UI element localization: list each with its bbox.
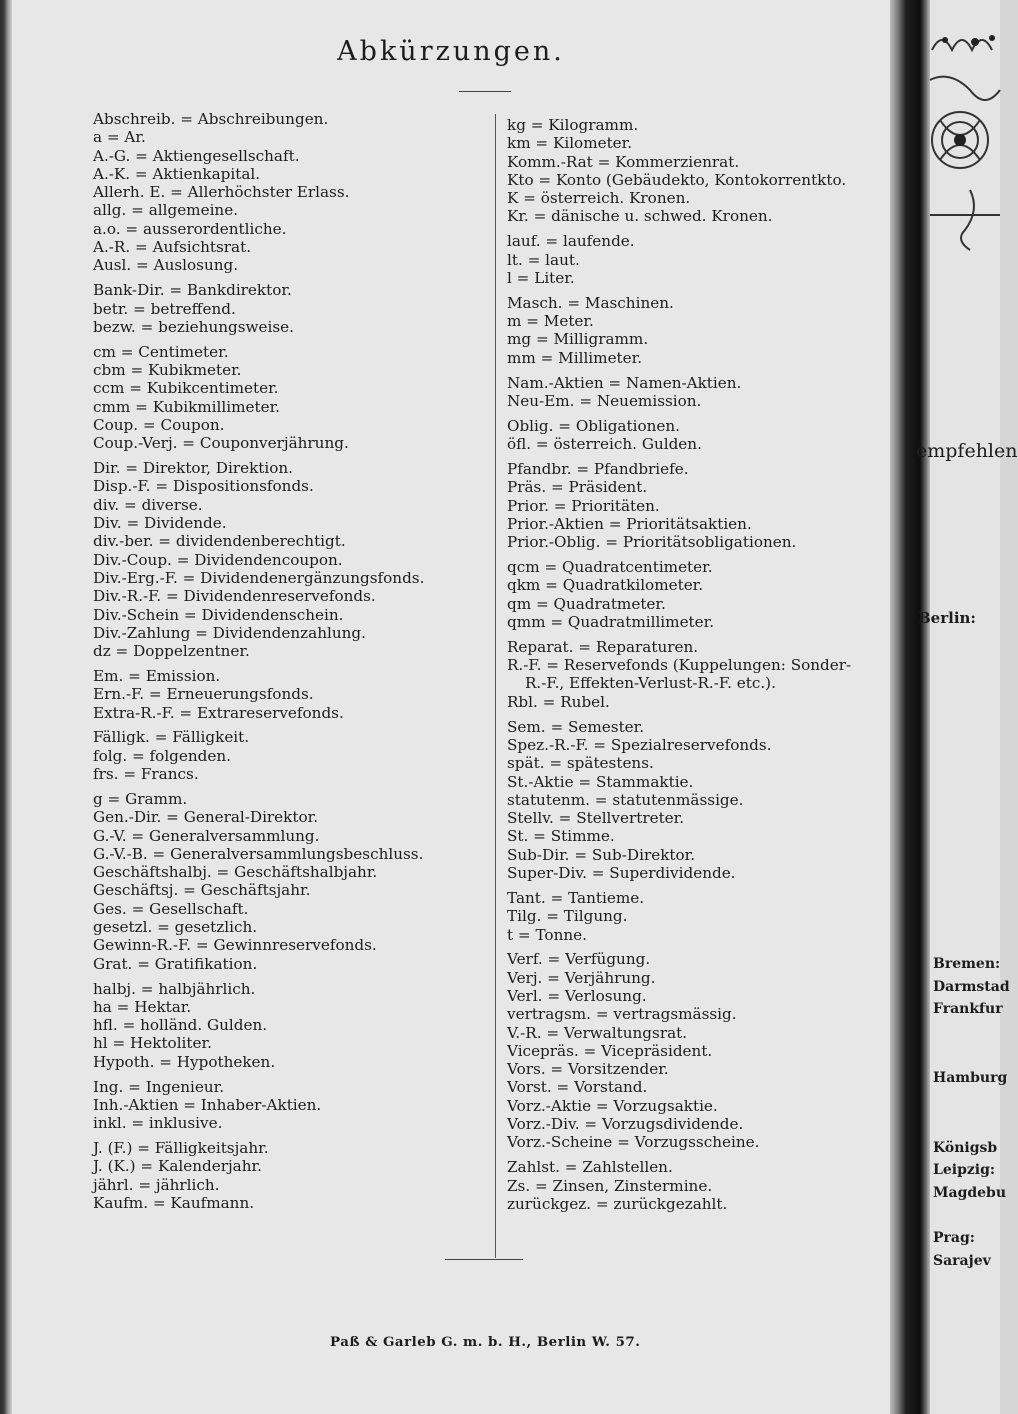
abbreviation-entry: mm = Millimeter. xyxy=(507,348,643,367)
abbreviation-entry: A.-R. = Aufsichtsrat. xyxy=(93,238,252,257)
abbreviation-entry: qmm = Quadratmillimeter. xyxy=(507,612,715,631)
side-text-line: Sarajev xyxy=(933,1253,991,1269)
abbreviation-entry: Div.-Schein = Dividendenschein. xyxy=(93,605,344,624)
abbreviation-entry: Geschäftshalbj. = Geschäftshalbjahr. xyxy=(93,863,378,882)
abbreviation-entry: qkm = Quadratkilometer. xyxy=(507,576,704,595)
abbreviation-entry: Kto = Konto (Gebäudekto, Kontokorrentkto. xyxy=(507,170,847,189)
abbreviation-entry: m = Meter. xyxy=(507,312,594,331)
abbreviation-entry: Masch. = Maschinen. xyxy=(507,293,674,312)
ornament-decoration-icon xyxy=(930,20,1000,260)
abbreviation-entry: Komm.-Rat = Kommerzienrat. xyxy=(507,152,740,171)
abbreviation-entry: Div.-Coup. = Dividendencoupon. xyxy=(93,550,343,569)
abbreviation-entry: lt. = laut. xyxy=(507,250,580,269)
abbreviation-entry: Prior.-Oblig. = Prioritätsobligationen. xyxy=(507,533,797,552)
abbreviation-entry: Verj. = Verjährung. xyxy=(507,968,656,987)
abbreviation-group xyxy=(93,790,424,973)
abbreviation-entry: Vorz.-Aktie = Vorzugsaktie. xyxy=(507,1096,718,1115)
abbreviation-entry: a = Ar. xyxy=(93,128,146,147)
abbreviation-entry: Sub-Dir. = Sub-Direktor. xyxy=(507,845,696,864)
abbreviation-entry: Verf. = Verfügung. xyxy=(507,950,651,969)
abbreviation-entry: mg = Milligramm. xyxy=(507,330,649,349)
abbreviation-entry: K = österreich. Kronen. xyxy=(507,189,691,208)
abbreviation-entry: Ing. = Ingenieur. xyxy=(93,1077,225,1096)
abbreviation-group xyxy=(507,374,851,411)
abbreviation-entry: frs. = Francs. xyxy=(93,765,199,784)
abbreviation-entry: inkl. = inklusive. xyxy=(93,1114,223,1133)
abbreviation-entry: Vorst. = Vorstand. xyxy=(507,1078,648,1097)
abbreviation-group xyxy=(93,980,424,1071)
abbreviation-entry: Nam.-Aktien = Namen-Aktien. xyxy=(507,373,742,392)
abbreviation-entry: ccm = Kubikcentimeter. xyxy=(93,379,279,398)
abbreviation-entry: St.-Aktie = Stammaktie. xyxy=(507,772,694,791)
abbreviation-entry: Verl. = Verlosung. xyxy=(507,987,647,1005)
abbreviation-entry: öfl. = österreich. Gulden. xyxy=(507,435,702,454)
abbreviation-entry: g = Gramm. xyxy=(93,789,188,808)
abbreviation-group xyxy=(93,1139,424,1212)
abbreviation-entry: Hypoth. = Hypotheken. xyxy=(93,1052,276,1071)
abbreviation-entry: km = Kilometer. xyxy=(507,134,633,153)
abbreviation-entry: Sem. = Semester. xyxy=(507,717,645,736)
side-text-line: Hamburg xyxy=(933,1070,1008,1086)
abbreviation-entry: Zahlst. = Zahlstellen. xyxy=(507,1158,673,1177)
abbreviation-entry: St. = Stimme. xyxy=(507,827,615,846)
abbreviation-entry: Allerh. E. = Allerhöchster Erlass. xyxy=(93,183,350,202)
abbreviation-entry: Coup. = Coupon. xyxy=(93,415,225,434)
abbreviation-entry: Reparat. = Reparaturen. xyxy=(507,637,699,656)
abbreviation-entry: Kr. = dänische u. schwed. Kronen. xyxy=(507,207,773,226)
abbreviation-group xyxy=(93,110,424,275)
side-text-line: Darmstad xyxy=(933,979,1010,995)
abbreviation-group xyxy=(507,638,851,711)
adjacent-page xyxy=(916,0,1018,1414)
page-title: Abkürzungen. xyxy=(337,36,565,67)
abbreviation-entry: Gewinn-R.-F. = Gewinnreservefonds. xyxy=(93,936,377,955)
abbreviation-entry: zurückgez. = zurückgezahlt. xyxy=(507,1194,728,1213)
abbreviation-entry: A.-G. = Aktiengesellschaft. xyxy=(93,146,300,165)
abbreviation-entry: Ausl. = Auslosung. xyxy=(93,256,239,275)
abbreviation-entry: Disp.-F. = Dispositionsfonds. xyxy=(93,477,314,496)
abbreviation-group xyxy=(507,718,851,883)
abbreviation-entry: l = Liter. xyxy=(507,268,575,287)
side-text-line: Frankfur xyxy=(933,1001,1003,1017)
side-text-line: Königsb xyxy=(933,1140,998,1156)
abbreviation-entry: Vors. = Vorsitzender. xyxy=(507,1060,669,1079)
abbreviation-group xyxy=(507,294,851,367)
abbreviation-entry: div. = diverse. xyxy=(93,495,203,514)
abbreviation-entry: Ges. = Gesellschaft. xyxy=(93,899,249,918)
abbreviation-entry: Em. = Emission. xyxy=(93,666,221,685)
abbreviation-column-left xyxy=(93,110,424,1219)
abbreviation-entry: Div.-Erg.-F. = Dividendenergänzungsfonds. xyxy=(93,568,425,587)
abbreviation-group xyxy=(507,558,851,631)
abbreviation-entry: dz = Doppelzentner. xyxy=(93,642,250,661)
abbreviation-group xyxy=(93,1078,424,1133)
abbreviation-entry: Grat. = Gratifikation. xyxy=(93,954,258,973)
abbreviation-entry: folg. = folgenden. xyxy=(93,746,231,765)
abbreviation-entry: A.-K. = Aktienkapital. xyxy=(93,164,261,183)
page-edge-shadow xyxy=(0,0,12,1414)
side-text-line: Bremen: xyxy=(933,956,1001,972)
abbreviation-entry: cm = Centimeter. xyxy=(93,342,229,361)
abbreviation-entry: R.-F., Effekten-Verlust-R.-F. etc.). xyxy=(525,674,776,693)
bottom-divider xyxy=(445,1259,523,1260)
side-text-line: Leipzig: xyxy=(933,1162,996,1178)
abbreviation-entry: Gen.-Dir. = General-Direktor. xyxy=(93,808,319,827)
abbreviation-entry: Pfandbr. = Pfandbriefe. xyxy=(507,460,689,479)
abbreviation-entry: Fälligk. = Fälligkeit. xyxy=(93,728,250,747)
abbreviation-entry: div.-ber. = dividendenberechtigt. xyxy=(93,532,346,551)
abbreviation-entry: Ern.-F. = Erneuerungsfonds. xyxy=(93,685,314,704)
abbreviation-entry: qcm = Quadratcentimeter. xyxy=(507,558,713,577)
abbreviation-entry: Vorz.-Scheine = Vorzugsscheine. xyxy=(507,1133,760,1152)
abbreviation-entry: a.o. = ausserordentliche. xyxy=(93,219,287,238)
abbreviation-group xyxy=(507,950,851,1151)
abbreviation-entry: betr. = betreffend. xyxy=(93,299,236,318)
side-text-line: Prag: xyxy=(933,1230,975,1246)
abbreviation-entry: vertragsm. = vertragsmässig. xyxy=(507,1005,737,1024)
abbreviation-entry: halbj. = halbjährlich. xyxy=(93,979,256,998)
abbreviation-entry: Zs. = Zinsen, Zinstermine. xyxy=(507,1176,713,1195)
title-underline xyxy=(459,91,511,92)
abbreviation-group xyxy=(507,116,851,226)
abbreviation-group xyxy=(93,281,424,336)
abbreviation-entry: Coup.-Verj. = Couponverjährung. xyxy=(93,434,349,453)
abbreviation-entry: V.-R. = Verwaltungsrat. xyxy=(507,1023,688,1042)
abbreviation-entry: J. (F.) = Fälligkeitsjahr. xyxy=(93,1139,269,1158)
abbreviation-entry: statutenm. = statutenmässige. xyxy=(507,790,744,809)
abbreviation-group xyxy=(507,460,851,551)
abbreviation-group xyxy=(507,1158,851,1213)
abbreviation-entry: G.-V.-B. = Generalversammlungsbeschluss. xyxy=(93,844,424,863)
abbreviation-entry: Tilg. = Tilgung. xyxy=(507,907,628,926)
abbreviation-entry: ha = Hektar. xyxy=(93,997,192,1016)
abbreviation-entry: Kaufm. = Kaufmann. xyxy=(93,1193,255,1212)
abbreviation-group xyxy=(93,459,424,660)
abbreviation-entry: Super-Div. = Superdividende. xyxy=(507,864,736,883)
abbreviation-entry: hfl. = holländ. Gulden. xyxy=(93,1016,268,1035)
abbreviation-entry: Div. = Dividende. xyxy=(93,514,227,533)
abbreviation-group xyxy=(507,889,851,944)
abbreviation-entry: cbm = Kubikmeter. xyxy=(93,361,242,380)
abbreviation-entry: G.-V. = Generalversammlung. xyxy=(93,826,320,845)
abbreviation-entry: jährl. = jährlich. xyxy=(93,1175,220,1194)
abbreviation-entry: Vorz.-Div. = Vorzugsdividende. xyxy=(507,1115,744,1134)
abbreviation-group xyxy=(507,232,851,287)
abbreviation-entry: Abschreib. = Abschreibungen. xyxy=(93,110,329,128)
abbreviation-entry: Vicepräs. = Vicepräsident. xyxy=(507,1041,713,1060)
abbreviation-entry: Oblig. = Obligationen. xyxy=(507,416,680,435)
abbreviation-entry: J. (K.) = Kalenderjahr. xyxy=(93,1157,262,1176)
abbreviation-column-right xyxy=(507,116,851,1220)
abbreviation-entry: Div.-Zahlung = Dividendenzahlung. xyxy=(93,623,366,642)
abbreviation-entry: lauf. = laufende. xyxy=(507,232,635,251)
side-text-line: Magdebu xyxy=(933,1185,1007,1201)
abbreviation-entry: Tant. = Tantieme. xyxy=(507,888,645,907)
abbreviation-entry: Bank-Dir. = Bankdirektor. xyxy=(93,281,292,300)
abbreviation-entry: Dir. = Direktor, Direktion. xyxy=(93,459,294,478)
abbreviation-entry: bezw. = beziehungsweise. xyxy=(93,317,294,336)
abbreviation-entry: kg = Kilogramm. xyxy=(507,116,639,134)
abbreviation-group xyxy=(93,667,424,722)
column-divider xyxy=(495,114,496,1258)
abbreviation-entry: Rbl. = Rubel. xyxy=(507,692,610,711)
abbreviation-group xyxy=(93,343,424,453)
abbreviation-entry: cmm = Kubikmillimeter. xyxy=(93,397,280,416)
abbreviation-entry: gesetzl. = gesetzlich. xyxy=(93,918,258,937)
abbreviation-group xyxy=(507,417,851,454)
side-text-line: Berlin: xyxy=(918,609,976,627)
abbreviation-entry: R.-F. = Reservefonds (Kuppelungen: Sonder- xyxy=(507,656,852,675)
abbreviation-entry: Geschäftsj. = Geschäftsjahr. xyxy=(93,881,311,900)
abbreviation-entry: Prior.-Aktien = Prioritätsaktien. xyxy=(507,514,752,533)
abbreviation-entry: hl = Hektoliter. xyxy=(93,1034,212,1053)
book-spine xyxy=(890,0,930,1414)
abbreviation-entry: Inh.-Aktien = Inhaber-Aktien. xyxy=(93,1095,322,1114)
abbreviation-entry: t = Tonne. xyxy=(507,925,587,944)
abbreviation-entry: qm = Quadratmeter. xyxy=(507,594,666,613)
abbreviation-entry: Stellv. = Stellvertreter. xyxy=(507,809,685,828)
abbreviation-entry: allg. = allgemeine. xyxy=(93,201,239,220)
side-text-line: empfehlen xyxy=(916,440,1018,462)
abbreviation-group xyxy=(93,728,424,783)
printer-footer: Paß & Garleb G. m. b. H., Berlin W. 57. xyxy=(330,1334,641,1350)
abbreviation-entry: Neu-Em. = Neuemission. xyxy=(507,391,702,410)
abbreviation-entry: Spez.-R.-F. = Spezialreservefonds. xyxy=(507,735,772,754)
abbreviation-entry: Div.-R.-F. = Dividendenreservefonds. xyxy=(93,587,376,606)
abbreviation-entry: Präs. = Präsident. xyxy=(507,478,648,497)
abbreviation-entry: spät. = spätestens. xyxy=(507,754,654,773)
abbreviation-entry: Prior. = Prioritäten. xyxy=(507,496,660,515)
abbreviation-entry: Extra-R.-F. = Extrareservefonds. xyxy=(93,703,344,722)
